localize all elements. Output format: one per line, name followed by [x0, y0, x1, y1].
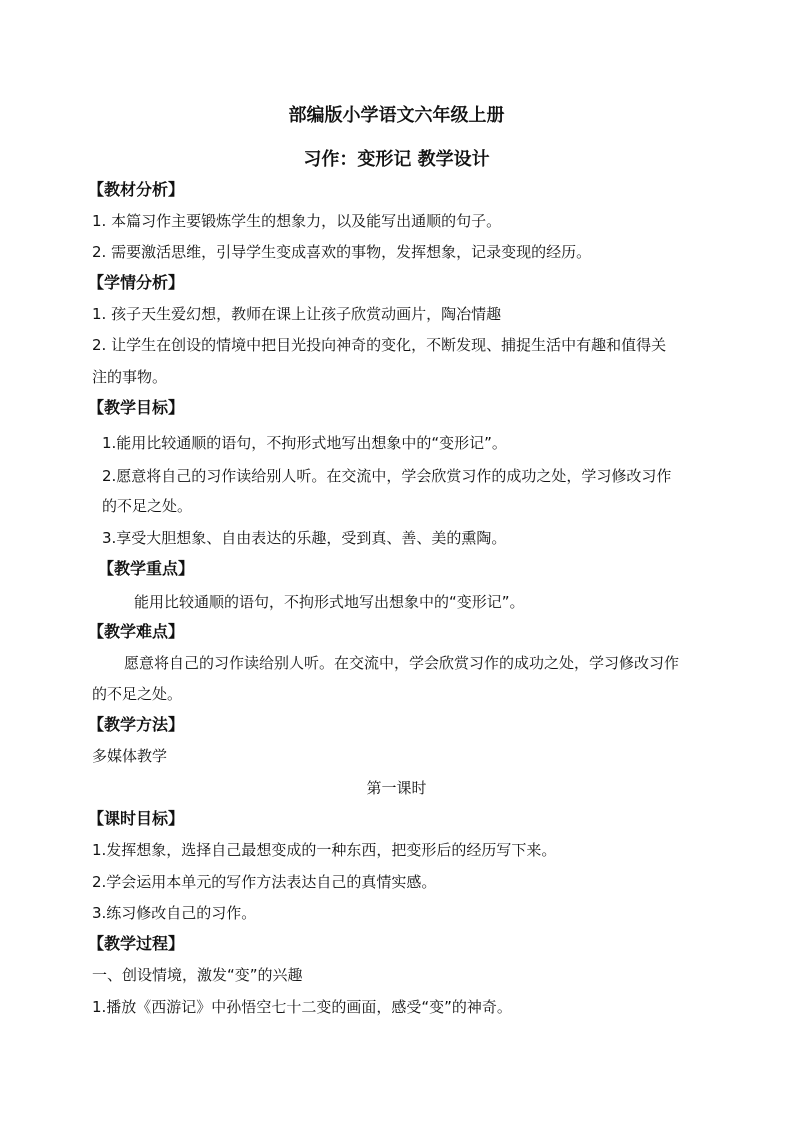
teaching-goals-item-1: 1.能用比较通顺的语句，不拘形式地写出想象中的“变形记”。 [102, 434, 507, 452]
teaching-goals-item-2-line-2: 的不足之处。 [102, 497, 193, 515]
teaching-method-text: 多媒体教学 [92, 747, 168, 765]
doc-title-sub: 习作：变形记 教学设计 [303, 149, 490, 170]
teaching-process-step-1-item-1: 1.播放《西游记》中孙悟空七十二变的画面，感受“变”的神奇。 [92, 998, 512, 1016]
textbook-analysis-item-1: 1. 本篇习作主要锻炼学生的想象力，以及能写出通顺的句子。 [92, 212, 502, 230]
student-analysis-item-2-line-1: 2. 让学生在创设的情境中把目光投向神奇的变化，不断发现、捕捉生活中有趣和值得关 [92, 336, 667, 354]
section-heading-teaching-method: 【教学方法】 [88, 715, 185, 734]
lesson-goals-item-1: 1.发挥想象，选择自己最想变成的一种东西，把变形后的经历写下来。 [92, 841, 557, 859]
lesson-goals-item-2: 2.学会运用本单元的写作方法表达自己的真情实感。 [92, 873, 437, 891]
section-heading-textbook-analysis: 【教材分析】 [88, 180, 185, 199]
key-points-text: 能用比较通顺的语句，不拘形式地写出想象中的“变形记”。 [134, 593, 525, 611]
teaching-goals-item-2-line-1: 2.愿意将自己的习作读给别人听。在交流中，学会欣赏习作的成功之处，学习修改习作 [102, 467, 672, 485]
student-analysis-item-1: 1. 孩子天生爱幻想，教师在课上让孩子欣赏动画片，陶冶情趣 [92, 305, 502, 323]
section-heading-difficulties: 【教学难点】 [88, 622, 185, 641]
section-heading-key-points: 【教学重点】 [98, 559, 195, 578]
difficulties-text-line-2: 的不足之处。 [92, 685, 183, 703]
lesson-title: 第一课时 [366, 779, 427, 797]
section-heading-lesson-goals: 【课时目标】 [88, 809, 185, 828]
difficulties-text-line-1: 愿意将自己的习作读给别人听。在交流中，学会欣赏习作的成功之处，学习修改习作 [124, 654, 680, 672]
teaching-process-step-1: 一、创设情境，激发“变”的兴趣 [92, 966, 303, 984]
section-heading-teaching-goals: 【教学目标】 [88, 398, 185, 417]
textbook-analysis-item-2: 2. 需要激活思维，引导学生变成喜欢的事物，发挥想象，记录变现的经历。 [92, 243, 592, 261]
section-heading-teaching-process: 【教学过程】 [88, 934, 185, 953]
doc-title-main: 部编版小学语文六年级上册 [288, 105, 505, 126]
lesson-goals-item-3: 3.练习修改自己的习作。 [92, 904, 257, 922]
teaching-goals-item-3: 3.享受大胆想象、自由表达的乐趣，受到真、善、美的熏陶。 [102, 529, 507, 547]
section-heading-student-analysis: 【学情分析】 [88, 273, 185, 292]
student-analysis-item-2-line-2: 注的事物。 [92, 368, 168, 386]
